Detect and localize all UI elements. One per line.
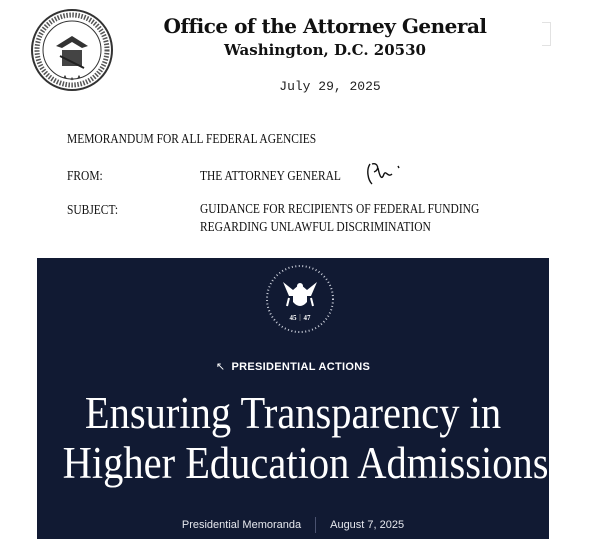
arrow-up-left-icon: ↖ [215,361,226,373]
subject-line-1: GUIDANCE FOR RECIPIENTS OF FEDERAL FUNDING [200,202,480,217]
seal-number-47: 47 [303,314,311,322]
presidential-actions-link[interactable] [37,360,549,373]
signature-icon [364,158,404,188]
from-value: THE ATTORNEY GENERAL [200,169,341,184]
article-date: August 7, 2025 [330,518,405,531]
doj-seal-icon [30,8,114,92]
subject-label: SUBJECT: [67,203,119,218]
article-meta [37,517,549,533]
whitehouse-article-banner [37,258,549,539]
office-title: Office of the Attorney General [163,14,487,38]
memo-date: July 29, 2025 [279,79,381,94]
presidential-seal-icon [265,264,335,334]
page-corner-mark [542,22,551,46]
memo-recipients: MEMORANDUM FOR ALL FEDERAL AGENCIES [67,132,317,147]
article-title-line-2: Higher Education Admissions [62,438,549,488]
kicker-label: PRESIDENTIAL ACTIONS [231,361,371,373]
seal-number-45: 45 [289,314,297,322]
from-label: FROM: [67,169,103,184]
office-address: Washington, D.C. 20530 [224,41,426,59]
meta-divider [315,517,316,533]
article-category-link[interactable]: Presidential Memoranda [181,518,302,531]
subject-line-2: REGARDING UNLAWFUL DISCRIMINATION [200,220,431,235]
article-title-line-1: Ensuring Transparency in [84,388,502,438]
